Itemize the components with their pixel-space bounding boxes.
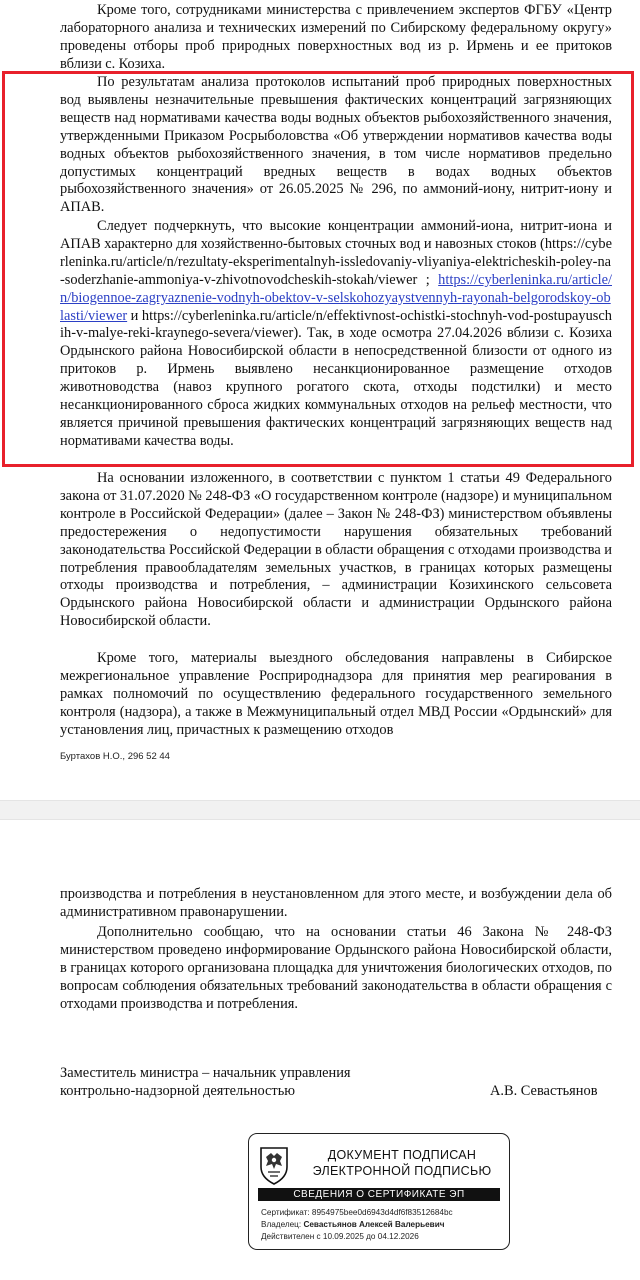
executor-footer: Буртахов Н.О., 296 52 44 bbox=[60, 751, 170, 762]
stamp-title-line-2: ЭЛЕКТРОННОЙ ПОДПИСЬЮ bbox=[312, 1164, 492, 1178]
paragraph-basis: На основании изложенного, в соответствии с пунктом 1 статьи 49 Федерального закона от 31.07.2020 № 248-ФЗ «О государственном контроле (надзоре) и муниципальном контроле в Российской Федерации» (далее – Закон № 248-ФЗ) министерством объявлены предостережения о недопустимости нарушения обязательных требований законодательства Российской Федерации в области обращения с отходами производства и потребления правообладателям земельных участков, в границах которых размещены отходы производства и потребления, – администрации Козихинского сельсовета Ордынского района Новосибирской области и администрации Ордынского района Новосибирской области. bbox=[60, 470, 612, 630]
certificate-line bbox=[261, 1208, 453, 1218]
certificate-info-bar: СВЕДЕНИЯ О СЕРТИФИКАТЕ ЭП bbox=[258, 1188, 500, 1201]
validity-line bbox=[261, 1232, 419, 1242]
valid-to: 04.12.2026 bbox=[377, 1232, 419, 1241]
document-page-2 bbox=[0, 820, 640, 1280]
separator-1: ; bbox=[425, 271, 430, 288]
coat-of-arms-icon bbox=[258, 1145, 290, 1185]
signer-position bbox=[60, 1064, 351, 1100]
separator-2: и bbox=[130, 307, 139, 324]
paragraph-continuation: производства и потребления в неустановленном для этого месте, и возбуждении дела об административном правонарушении. bbox=[60, 886, 612, 920]
valid-label: Действителен с bbox=[261, 1232, 321, 1241]
certificate-label: Сертификат: bbox=[261, 1208, 310, 1217]
signer-name: А.В. Севастьянов bbox=[490, 1083, 598, 1099]
stamp-title bbox=[299, 1147, 505, 1179]
paragraph-results: По результатам анализа протоколов испытаний проб природных поверхностных вод выявлены незначительные превышения фактических концентраций загрязняющих веществ над нормативами качества воды водных объектов рыбохозяйственного значения, утвержденными Приказом Росрыболовства «Об утверждении нормативов качества воды водных объектов рыбохозяйственного значения, в том числе нормативов предельно допустимых концентраций вредных веществ в водах водных объектов рыбохозяйственного значения» от 26.05.2025 № 296, по аммоний-иону, нитрит-иону и АПАВ. bbox=[60, 74, 612, 216]
note-text-start: Следует подчеркнуть, что высокие концентрации аммоний-иона, нитрит-иона и АПАВ характерно для хозяйственно-бытовых сточных вод и навозных стоков bbox=[60, 218, 612, 252]
valid-from: 10.09.2025 bbox=[322, 1232, 364, 1241]
stamp-title-line-1: ДОКУМЕНТ ПОДПИСАН bbox=[327, 1148, 477, 1162]
owner-value: Севастьянов Алексей Валерьевич bbox=[303, 1220, 445, 1229]
note-text-end: Так, в ходе осмотра 27.04.2026 вблизи с. Козиха Ордынского района Новосибирской области в непосредственной близости от одного из притоков р. Ирмень выявлено несанкционированное размещение отходов животноводства (навоз крупного рогатого скота, отходы подстилки) и место несанкционированного сброса жидких коммунальных отходов на рельеф местности, что является причиной превышения фактических концентраций загрязняющих веществ над нормативами качества воды. bbox=[60, 325, 612, 449]
reference-url-1: (https://cyberleninka.ru/article/n/rezultaty-eksperimentalnyh-issledovaniy-vliyaniya-elektricheskih-poley-na-soderzhanie-ammoniya-v-zhivotnovodcheskih-stokah/viewer bbox=[60, 235, 612, 288]
owner-line bbox=[261, 1220, 445, 1230]
electronic-signature-stamp bbox=[248, 1133, 510, 1250]
page-separator bbox=[0, 800, 640, 820]
signer-position-line-2: контрольно-надзорной деятельностью bbox=[60, 1083, 296, 1099]
paragraph-additional: Дополнительно сообщаю, что на основании статьи 46 Закона № 248-ФЗ министерством проведено информирование Ордынского района Новосибирской области, в границах которого организована площадка для уничтожения биологических отходов, по вопросам соблюдения обязательных требований законодательства в области обращения с отходами производства и потребления. bbox=[60, 924, 612, 1012]
signer-position-line-1: Заместитель министра – начальник управления bbox=[60, 1065, 351, 1081]
owner-label: Владелец: bbox=[261, 1220, 302, 1229]
paragraph-intro: Кроме того, сотрудниками министерства с привлечением экспертов ФГБУ «Центр лабораторного анализа и технических измерений по Сибирскому федеральному округу» проведены отборы проб природных поверхностных вод из р. Ирмень и ее притоков вблизи с. Козиха. bbox=[60, 2, 612, 72]
reference-link-2[interactable]: https://cyberleninka.ru/article/n/biogennoe-zagryaznenie-vodnyh-obektov-v-selskohozyaystvennyh-rayonah-belgorodskoy-oblasti/viewer bbox=[60, 271, 612, 324]
certificate-value: 8954975bee0d6943d4df6f83512684bc bbox=[311, 1208, 453, 1217]
reference-url-3: https://cyberleninka.ru/article/n/effektivnost-ochistki-stochnyh-vod-postupayuschih-v-malye-reki-kraynego-severa/viewer). bbox=[60, 307, 612, 342]
paragraph-materials: Кроме того, материалы выездного обследования направлены в Сибирское межрегиональное управление Росприроднадзора для принятия мер реагирования в рамках полномочий по осуществлению федерального государственного земельного контроля (надзора), а также в Межмуниципальный отдел МВД России «Ордынский» для установления лиц, причастных к размещению отходов bbox=[60, 650, 612, 738]
valid-to-label: до bbox=[366, 1232, 376, 1241]
highlight-frame bbox=[2, 71, 634, 467]
